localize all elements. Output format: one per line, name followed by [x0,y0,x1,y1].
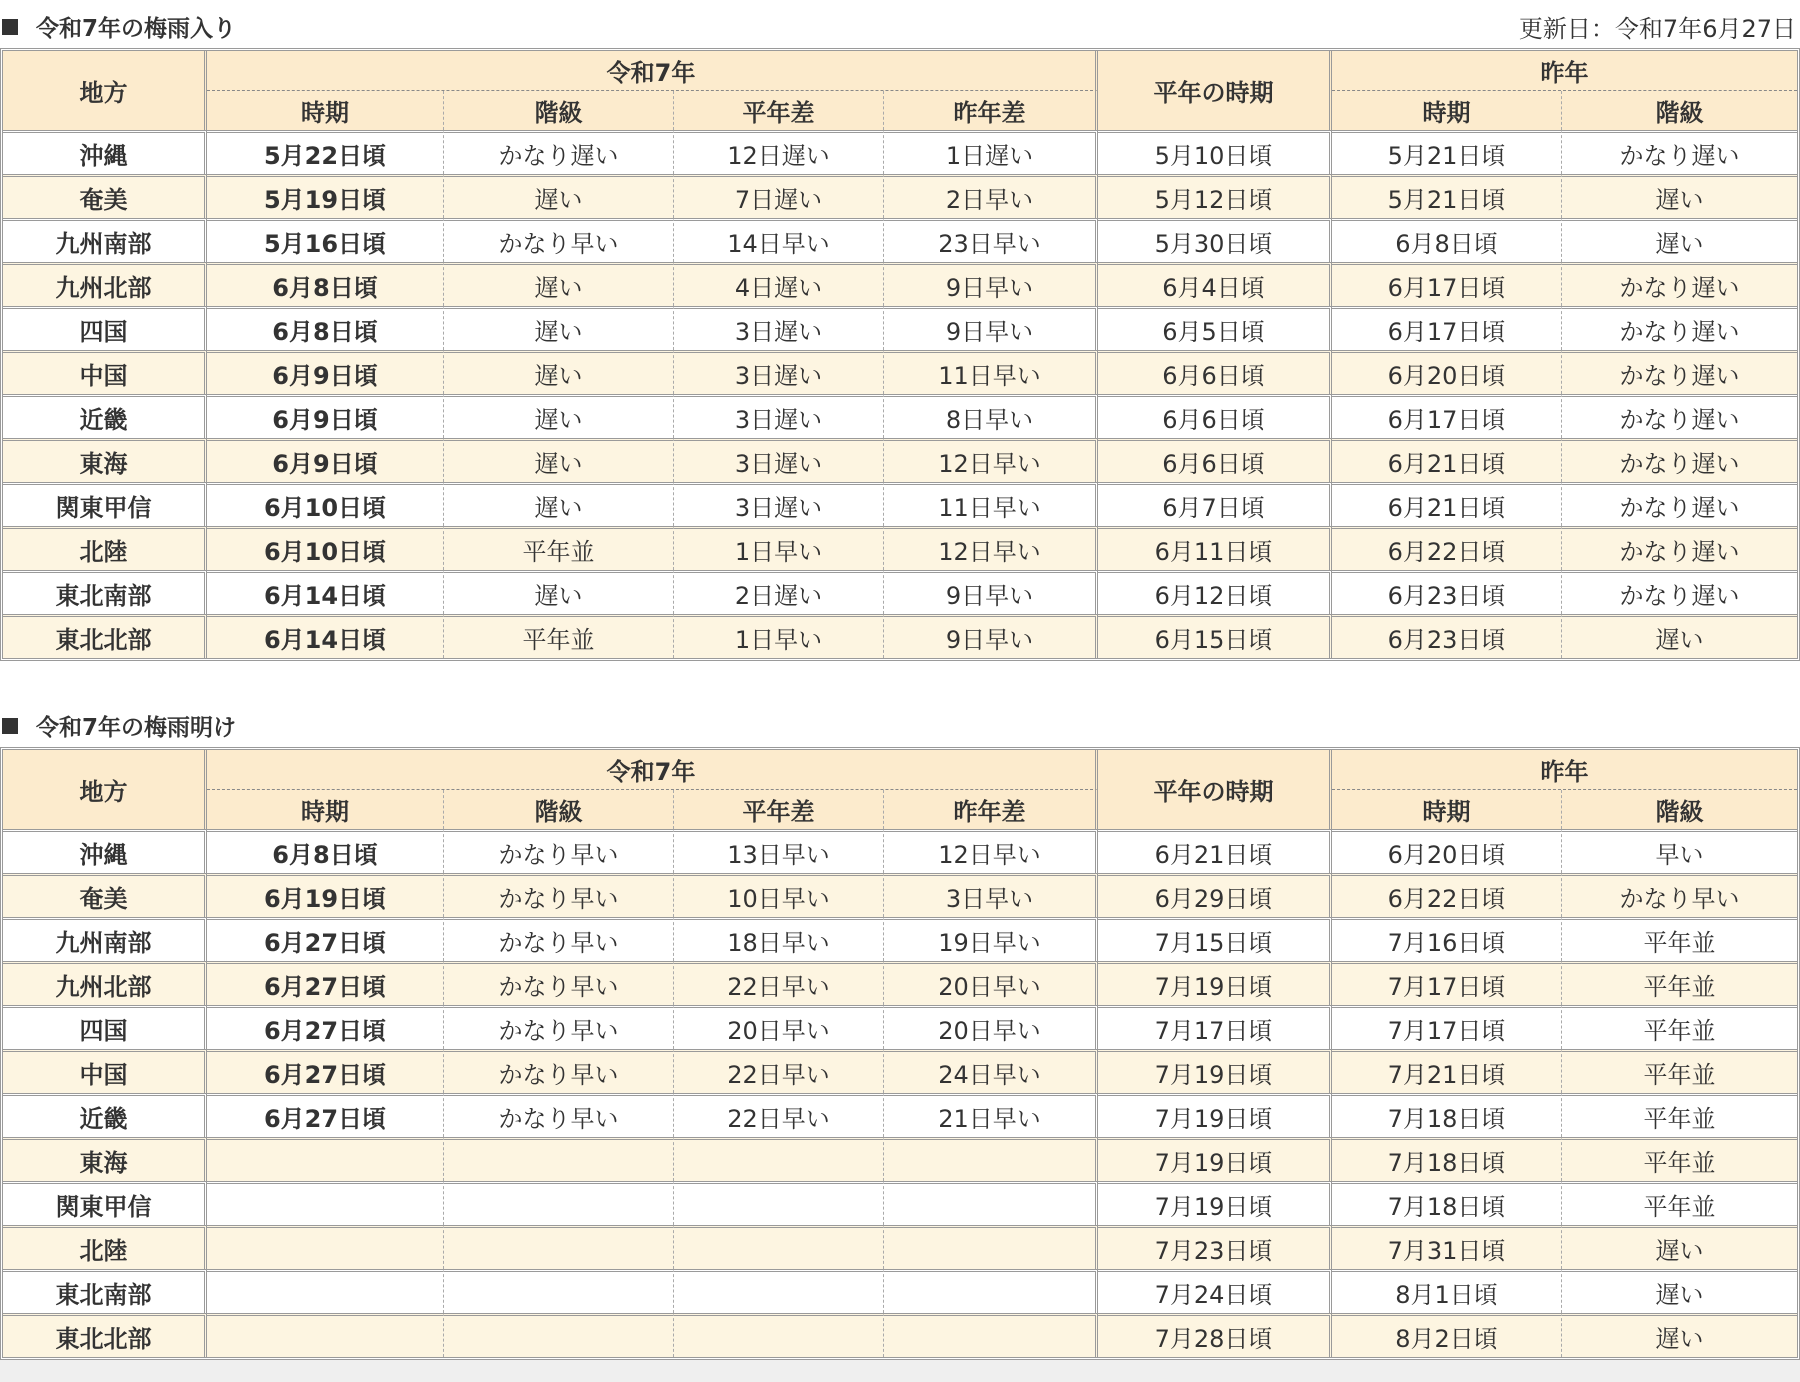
updated-date: 更新日：令和7年6月27日 [1518,15,1796,43]
avg-cell: 5月30日頃 [1098,218,1332,262]
date-cell: 5月19日頃 [207,174,444,218]
level-cell: 遅い [444,350,674,394]
header-last-level: 階級 [1562,790,1797,829]
section-title-text: 令和7年の梅雨入り [36,16,237,42]
avg-cell: 7月19日頃 [1098,1181,1332,1225]
level-cell [444,1137,674,1181]
region-cell: 関東甲信 [3,482,207,526]
date-cell: 6月9日頃 [207,350,444,394]
table-row [3,394,1797,438]
diff-last-cell: 12日早い [884,526,1098,570]
date-cell: 6月8日頃 [207,306,444,350]
region-cell: 東海 [3,438,207,482]
last-date-cell: 7月17日頃 [1332,1005,1562,1049]
last-date-cell: 6月23日頃 [1332,570,1562,614]
avg-cell: 7月19日頃 [1098,961,1332,1005]
table-row [3,262,1797,306]
tsuyu-end-section [0,699,1800,1360]
header-group-r7: 令和7年 [207,51,1098,91]
region-cell: 近畿 [3,1093,207,1137]
header-avg: 平年の時期 [1098,750,1332,829]
region-cell: 東北南部 [3,570,207,614]
header-region: 地方 [3,750,207,829]
avg-cell: 6月21日頃 [1098,829,1332,873]
diff-last-cell: 9日早い [884,614,1098,658]
date-cell: 6月8日頃 [207,829,444,873]
region-cell: 関東甲信 [3,1181,207,1225]
last-date-cell: 6月21日頃 [1332,482,1562,526]
diff-normal-cell: 12日遅い [674,130,884,174]
last-level-cell: 遅い [1562,1225,1797,1269]
section-gap [0,661,1800,699]
last-date-cell: 5月21日頃 [1332,130,1562,174]
level-cell: 遅い [444,570,674,614]
avg-cell: 6月7日頃 [1098,482,1332,526]
table-row [3,829,1797,873]
square-bullet-icon [2,718,18,734]
header-region: 地方 [3,51,207,130]
date-cell: 6月14日頃 [207,570,444,614]
onset-table-body [3,130,1797,658]
date-cell [207,1269,444,1313]
diff-normal-cell: 22日早い [674,961,884,1005]
diff-last-cell: 9日早い [884,306,1098,350]
table-row [3,1313,1797,1357]
avg-cell: 6月12日頃 [1098,570,1332,614]
last-level-cell: 平年並 [1562,1049,1797,1093]
diff-normal-cell: 10日早い [674,873,884,917]
diff-last-cell: 8日早い [884,394,1098,438]
level-cell: かなり早い [444,917,674,961]
diff-normal-cell: 4日遅い [674,262,884,306]
last-level-cell: 平年並 [1562,1005,1797,1049]
last-date-cell: 6月23日頃 [1332,614,1562,658]
diff-last-cell: 3日早い [884,873,1098,917]
last-level-cell: かなり遅い [1562,482,1797,526]
avg-cell: 7月23日頃 [1098,1225,1332,1269]
date-cell [207,1225,444,1269]
region-cell: 九州北部 [3,961,207,1005]
square-bullet-icon [2,19,18,35]
diff-normal-cell [674,1313,884,1357]
diff-last-cell: 20日早い [884,1005,1098,1049]
avg-cell: 7月19日頃 [1098,1137,1332,1181]
region-cell: 九州北部 [3,262,207,306]
diff-last-cell: 20日早い [884,961,1098,1005]
level-cell: かなり早い [444,218,674,262]
level-cell [444,1269,674,1313]
table-row [3,1269,1797,1313]
diff-last-cell [884,1313,1098,1357]
date-cell: 5月22日頃 [207,130,444,174]
diff-normal-cell: 13日早い [674,829,884,873]
header-period: 時期 [207,91,444,130]
diff-normal-cell: 3日遅い [674,394,884,438]
avg-cell: 7月28日頃 [1098,1313,1332,1357]
date-cell: 5月16日頃 [207,218,444,262]
diff-last-cell: 9日早い [884,570,1098,614]
last-date-cell: 7月18日頃 [1332,1093,1562,1137]
header-diff-last: 昨年差 [884,91,1098,130]
date-cell: 6月27日頃 [207,961,444,1005]
region-cell: 東北北部 [3,614,207,658]
table-row [3,174,1797,218]
end-table-body [3,829,1797,1357]
date-cell: 6月19日頃 [207,873,444,917]
avg-cell: 6月6日頃 [1098,438,1332,482]
level-cell [444,1313,674,1357]
last-date-cell: 6月17日頃 [1332,306,1562,350]
last-date-cell: 6月20日頃 [1332,829,1562,873]
date-cell: 6月27日頃 [207,917,444,961]
region-cell: 四国 [3,1005,207,1049]
level-cell: 平年並 [444,526,674,570]
diff-last-cell: 11日早い [884,350,1098,394]
region-cell: 中国 [3,1049,207,1093]
last-level-cell: かなり遅い [1562,570,1797,614]
avg-cell: 6月4日頃 [1098,262,1332,306]
table-row [3,1225,1797,1269]
diff-normal-cell: 22日早い [674,1093,884,1137]
diff-last-cell [884,1181,1098,1225]
level-cell: 遅い [444,438,674,482]
header-level: 階級 [444,91,674,130]
diff-last-cell: 12日早い [884,829,1098,873]
header-diff-normal: 平年差 [674,790,884,829]
region-cell: 沖縄 [3,829,207,873]
diff-normal-cell: 3日遅い [674,482,884,526]
last-level-cell: かなり遅い [1562,306,1797,350]
level-cell: かなり早い [444,1005,674,1049]
last-level-cell: かなり遅い [1562,438,1797,482]
level-cell: 遅い [444,262,674,306]
level-cell: かなり早い [444,873,674,917]
table-row [3,614,1797,658]
table-row [3,306,1797,350]
date-cell: 6月27日頃 [207,1005,444,1049]
diff-last-cell: 23日早い [884,218,1098,262]
section-header [0,699,1800,747]
table-row [3,482,1797,526]
diff-normal-cell [674,1137,884,1181]
region-cell: 東北南部 [3,1269,207,1313]
diff-last-cell: 19日早い [884,917,1098,961]
onset-table [0,48,1800,661]
avg-cell: 6月5日頃 [1098,306,1332,350]
last-level-cell: 平年並 [1562,917,1797,961]
date-cell [207,1181,444,1225]
last-level-cell: 平年並 [1562,1137,1797,1181]
date-cell: 6月8日頃 [207,262,444,306]
region-cell: 九州南部 [3,218,207,262]
avg-cell: 5月10日頃 [1098,130,1332,174]
last-level-cell: かなり遅い [1562,526,1797,570]
avg-cell: 6月6日頃 [1098,350,1332,394]
section-title [2,10,236,43]
diff-last-cell: 9日早い [884,262,1098,306]
date-cell: 6月27日頃 [207,1049,444,1093]
last-date-cell: 7月18日頃 [1332,1181,1562,1225]
diff-normal-cell: 3日遅い [674,438,884,482]
last-level-cell: 平年並 [1562,961,1797,1005]
last-date-cell: 6月17日頃 [1332,262,1562,306]
level-cell: 遅い [444,394,674,438]
level-cell: かなり早い [444,961,674,1005]
table-row [3,1005,1797,1049]
end-table [0,747,1800,1360]
header-period: 時期 [207,790,444,829]
header-group-last: 昨年 [1332,750,1797,790]
last-date-cell: 6月22日頃 [1332,526,1562,570]
diff-normal-cell: 3日遅い [674,350,884,394]
last-date-cell: 5月21日頃 [1332,174,1562,218]
level-cell: 遅い [444,174,674,218]
last-level-cell: かなり遅い [1562,130,1797,174]
date-cell: 6月9日頃 [207,394,444,438]
diff-normal-cell: 2日遅い [674,570,884,614]
header-last-period: 時期 [1332,790,1562,829]
last-date-cell: 8月1日頃 [1332,1269,1562,1313]
table-row [3,961,1797,1005]
avg-cell: 6月11日頃 [1098,526,1332,570]
level-cell: かなり早い [444,1049,674,1093]
diff-normal-cell: 1日早い [674,614,884,658]
section-title-text: 令和7年の梅雨明け [36,715,237,741]
last-level-cell: 遅い [1562,1269,1797,1313]
last-date-cell: 7月31日頃 [1332,1225,1562,1269]
avg-cell: 7月19日頃 [1098,1093,1332,1137]
diff-last-cell [884,1269,1098,1313]
region-cell: 東北北部 [3,1313,207,1357]
last-level-cell: かなり遅い [1562,350,1797,394]
region-cell: 東海 [3,1137,207,1181]
table-row [3,438,1797,482]
last-level-cell: 早い [1562,829,1797,873]
last-date-cell: 7月16日頃 [1332,917,1562,961]
last-level-cell: 遅い [1562,614,1797,658]
diff-normal-cell: 1日早い [674,526,884,570]
level-cell: かなり早い [444,1093,674,1137]
date-cell: 6月27日頃 [207,1093,444,1137]
table-row [3,526,1797,570]
table-row [3,1049,1797,1093]
section-header [0,0,1800,48]
level-cell [444,1181,674,1225]
avg-cell: 6月15日頃 [1098,614,1332,658]
diff-normal-cell: 18日早い [674,917,884,961]
region-cell: 北陸 [3,1225,207,1269]
header-diff-last: 昨年差 [884,790,1098,829]
region-cell: 九州南部 [3,917,207,961]
last-level-cell: 平年並 [1562,1181,1797,1225]
header-group-last: 昨年 [1332,51,1797,91]
table-row [3,218,1797,262]
date-cell: 6月9日頃 [207,438,444,482]
level-cell [444,1225,674,1269]
last-date-cell: 6月17日頃 [1332,394,1562,438]
last-date-cell: 6月8日頃 [1332,218,1562,262]
region-cell: 北陸 [3,526,207,570]
diff-normal-cell: 7日遅い [674,174,884,218]
header-last-level: 階級 [1562,91,1797,130]
diff-last-cell: 12日早い [884,438,1098,482]
diff-last-cell: 2日早い [884,174,1098,218]
header-avg: 平年の時期 [1098,51,1332,130]
avg-cell: 6月6日頃 [1098,394,1332,438]
last-level-cell: かなり早い [1562,873,1797,917]
diff-last-cell: 11日早い [884,482,1098,526]
diff-last-cell: 1日遅い [884,130,1098,174]
header-level: 階級 [444,790,674,829]
last-date-cell: 8月2日頃 [1332,1313,1562,1357]
diff-normal-cell [674,1181,884,1225]
region-cell: 中国 [3,350,207,394]
level-cell: 平年並 [444,614,674,658]
header-group-r7: 令和7年 [207,750,1098,790]
region-cell: 四国 [3,306,207,350]
diff-last-cell: 24日早い [884,1049,1098,1093]
last-level-cell: かなり遅い [1562,394,1797,438]
region-cell: 奄美 [3,174,207,218]
last-level-cell: 遅い [1562,218,1797,262]
avg-cell: 7月17日頃 [1098,1005,1332,1049]
table-row [3,1093,1797,1137]
date-cell [207,1313,444,1357]
table-row [3,130,1797,174]
date-cell: 6月14日頃 [207,614,444,658]
last-level-cell: 平年並 [1562,1093,1797,1137]
table-row [3,1137,1797,1181]
date-cell [207,1137,444,1181]
avg-cell: 7月15日頃 [1098,917,1332,961]
avg-cell: 7月24日頃 [1098,1269,1332,1313]
date-cell: 6月10日頃 [207,482,444,526]
avg-cell: 7月19日頃 [1098,1049,1332,1093]
date-cell: 6月10日頃 [207,526,444,570]
diff-last-cell [884,1137,1098,1181]
level-cell: 遅い [444,482,674,526]
diff-normal-cell [674,1269,884,1313]
diff-normal-cell: 20日早い [674,1005,884,1049]
bottom-strip [0,1360,1800,1382]
diff-last-cell: 21日早い [884,1093,1098,1137]
last-date-cell: 6月21日頃 [1332,438,1562,482]
table-row [3,917,1797,961]
tsuyu-onset-section [0,0,1800,661]
table-row [3,1181,1797,1225]
level-cell: かなり遅い [444,130,674,174]
last-date-cell: 6月22日頃 [1332,873,1562,917]
diff-normal-cell: 14日早い [674,218,884,262]
last-date-cell: 6月20日頃 [1332,350,1562,394]
table-row [3,873,1797,917]
header-diff-normal: 平年差 [674,91,884,130]
avg-cell: 5月12日頃 [1098,174,1332,218]
last-date-cell: 7月21日頃 [1332,1049,1562,1093]
level-cell: かなり早い [444,829,674,873]
header-last-period: 時期 [1332,91,1562,130]
section-title [2,709,236,742]
diff-normal-cell: 22日早い [674,1049,884,1093]
table-row [3,350,1797,394]
avg-cell: 6月29日頃 [1098,873,1332,917]
region-cell: 沖縄 [3,130,207,174]
level-cell: 遅い [444,306,674,350]
table-row [3,570,1797,614]
diff-normal-cell [674,1225,884,1269]
region-cell: 奄美 [3,873,207,917]
last-level-cell: かなり遅い [1562,262,1797,306]
last-level-cell: 遅い [1562,1313,1797,1357]
region-cell: 近畿 [3,394,207,438]
diff-last-cell [884,1225,1098,1269]
last-date-cell: 7月17日頃 [1332,961,1562,1005]
last-date-cell: 7月18日頃 [1332,1137,1562,1181]
diff-normal-cell: 3日遅い [674,306,884,350]
last-level-cell: 遅い [1562,174,1797,218]
